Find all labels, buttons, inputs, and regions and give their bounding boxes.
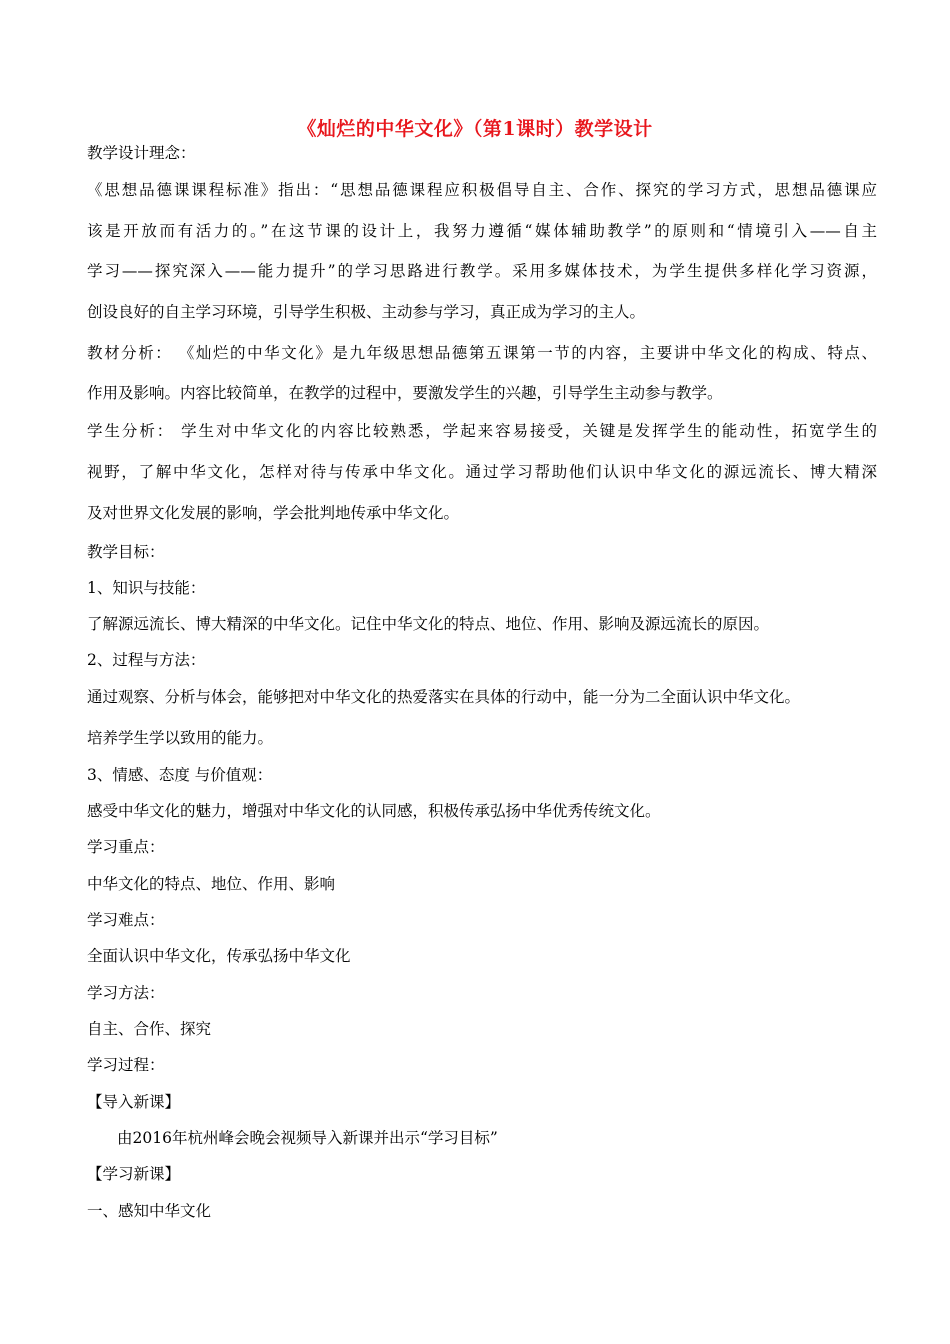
subheading-knowledge: 1、知识与技能：	[87, 579, 206, 597]
heading-key-points: 学习重点：	[87, 838, 165, 856]
heading-difficulties: 学习难点：	[87, 911, 165, 929]
subheading-emotion: 3、情感、态度 与价值观：	[87, 766, 273, 784]
document-title: 《灿烂的中华文化》（第1课时）教学设计	[297, 118, 653, 140]
heading-methods: 学习方法：	[87, 984, 165, 1002]
heading-design-concept: 教学设计理念：	[87, 144, 196, 162]
heading-teaching-goals: 教学目标：	[87, 543, 165, 561]
paragraph-line: 学生分析： 学生对中华文化的内容比较熟悉，学起来容易接受，关键是发挥学生的能动性，拓宽学生的	[87, 422, 877, 440]
paragraph-line: 教材分析： 《灿烂的中华文化》是九年级思想品德第五课第一节的内容，主要讲中华文化的构成、特点、	[87, 344, 877, 362]
section-intro-new-lesson: 【导入新课】	[87, 1093, 181, 1111]
paragraph-line: 通过观察、分析与体会，能够把对中华文化的热爱落实在具体的行动中，能一分为二全面认识中华文化。	[87, 688, 801, 706]
paragraph-line: 自主、合作、探究	[87, 1020, 212, 1038]
paragraph-line: 中华文化的特点、地位、作用、影响	[87, 875, 336, 893]
paragraph-line: 及对世界文化发展的影响，学会批判地传承中华文化。	[87, 504, 460, 522]
paragraph-line: 全面认识中华文化，传承弘扬中华文化	[87, 947, 351, 965]
paragraph-line: 视野，了解中华文化，怎样对待与传承中华文化。通过学习帮助他们认识中华文化的源远流长、博大精深	[87, 463, 877, 481]
subheading-process: 2、过程与方法：	[87, 651, 206, 669]
section-learn-new-lesson: 【学习新课】	[87, 1165, 181, 1183]
paragraph-line: 感受中华文化的魅力，增强对中华文化的认同感，积极传承弘扬中华优秀传统文化。	[87, 802, 661, 820]
section-perceive-culture: 一、感知中华文化	[87, 1202, 212, 1220]
paragraph-line: 《思想品德课课程标准》指出：“思想品德课程应积极倡导自主、合作、探究的学习方式，思想品德课应	[87, 181, 877, 199]
paragraph-line: 作用及影响。内容比较简单，在教学的过程中，要激发学生的兴趣，引导学生主动参与教学。	[87, 384, 723, 402]
paragraph-line: 创设良好的自主学习环境，引导学生积极、主动参与学习，真正成为学习的主人。	[87, 303, 646, 321]
paragraph-line: 学习——探究深入——能力提升”的学习思路进行教学。采用多媒体技术，为学生提供多样化学习资源，	[87, 262, 877, 280]
paragraph-line: 该是开放而有活力的。”在这节课的设计上，我努力遵循“媒体辅助教学”的原则和“情境引入——自主	[87, 222, 877, 240]
heading-process: 学习过程：	[87, 1056, 165, 1074]
paragraph-line: 由2016年杭州峰会晚会视频导入新课并出示“学习目标”	[117, 1129, 498, 1147]
paragraph-line: 了解源远流长、博大精深的中华文化。记住中华文化的特点、地位、作用、影响及源远流长的原因。	[87, 615, 770, 633]
paragraph-line: 培养学生学以致用的能力。	[87, 729, 274, 747]
